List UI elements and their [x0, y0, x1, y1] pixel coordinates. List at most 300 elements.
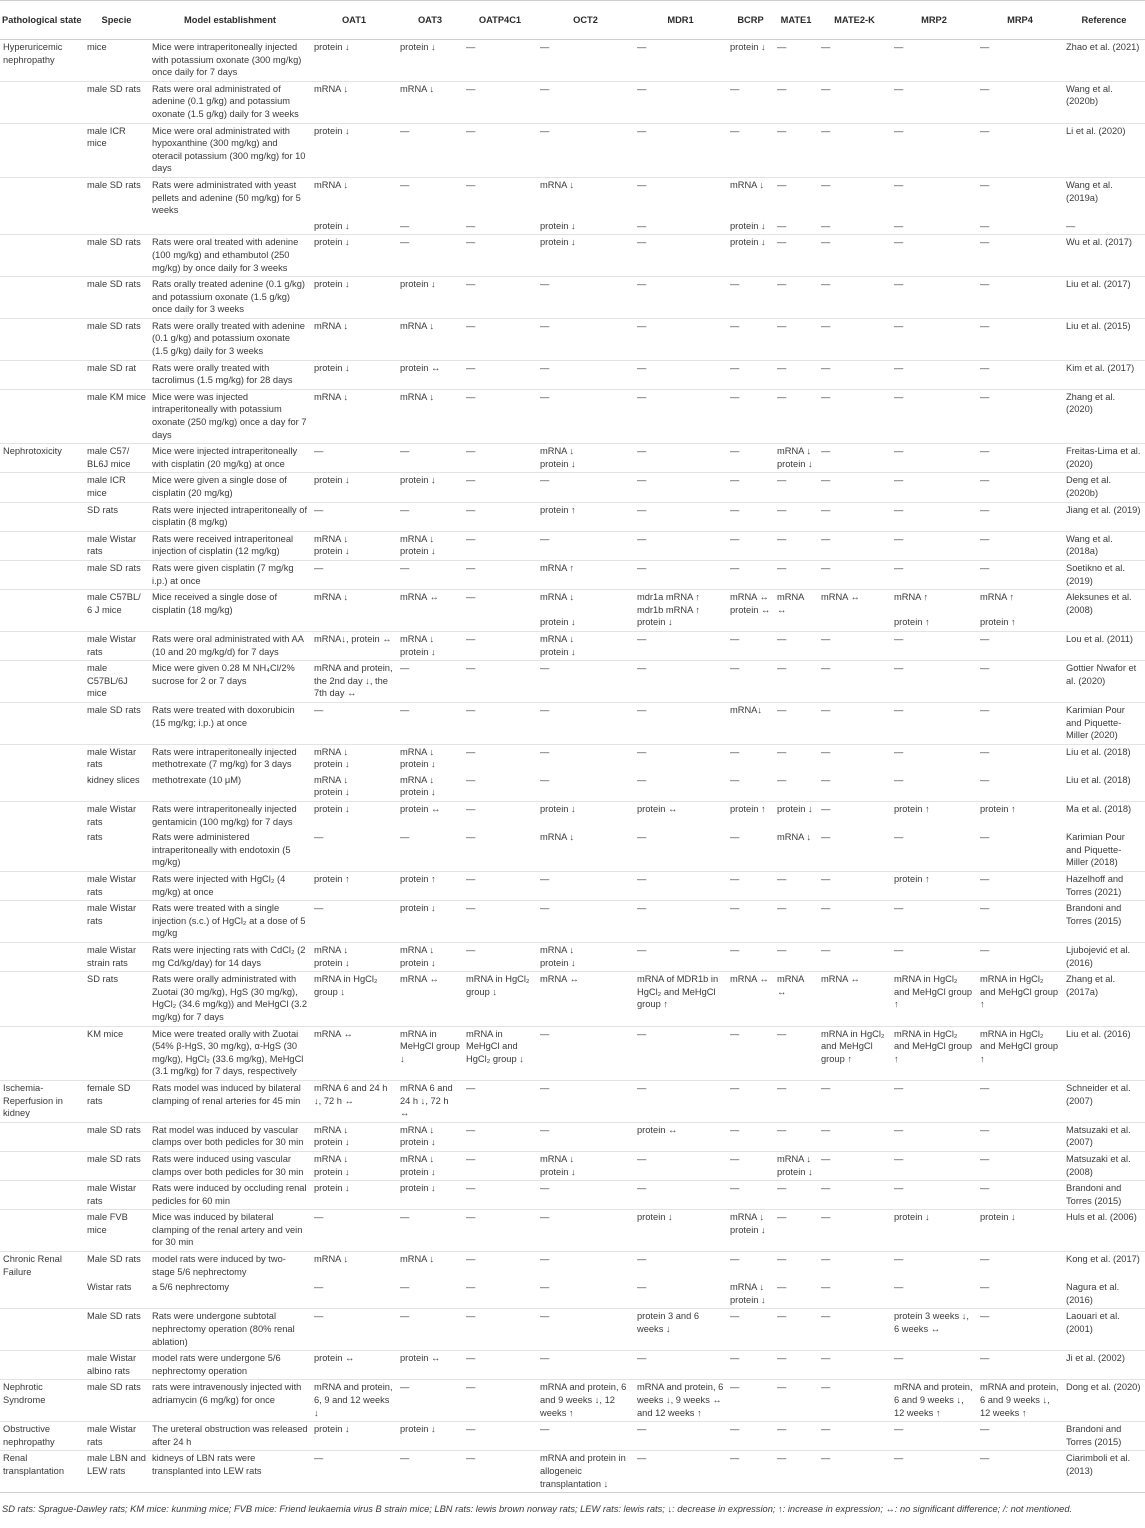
table-row [0, 40, 1145, 82]
cell-state [0, 1280, 84, 1309]
cell-ref: Liu et al. (2018) [1066, 774, 1131, 785]
cell-oat3: — [397, 1210, 463, 1252]
cell-oatp4c1: — [463, 1252, 537, 1281]
cell-oatp4c1: — [463, 318, 537, 360]
cell-model: Rats were induced using vascular clamps over both pedicles for 30 min [149, 1151, 311, 1180]
table-row [0, 560, 1145, 589]
table-row [0, 830, 1145, 871]
cell-mrp2: — [891, 1151, 977, 1180]
cell-mate2k: — [818, 1451, 891, 1493]
cell-model: Rats were induced by occluding renal pedicles for 60 min [149, 1181, 311, 1210]
cell-oat1: protein ↓ [314, 220, 350, 231]
cell-oat1: protein ↓ [311, 277, 397, 319]
cell-oat3: mRNA ↓ protein ↓ [397, 1151, 463, 1180]
cell-mate1: — [774, 1351, 818, 1380]
cell-bcrp: mRNA↓ [727, 702, 774, 744]
cell-mrp2: — [891, 631, 977, 660]
cell-oat1: — [311, 1309, 397, 1351]
cell-mate1: — [774, 389, 818, 443]
cell-oatp4c1: — [463, 360, 537, 389]
cell-mate1: — [777, 774, 787, 785]
cell-oat1: mRNA ↓ protein ↓ [311, 531, 397, 560]
table-row [0, 972, 1145, 1026]
cell-oct2: mRNA ↓ protein ↓ [537, 631, 634, 660]
cell-mate1: mRNA ↓ [777, 832, 812, 843]
cell-state [0, 1181, 84, 1210]
cell-mrp2: — [891, 661, 977, 703]
cell-oat1: — [311, 444, 397, 473]
cell-ref: Zhang et al. (2020) [1063, 389, 1145, 443]
cell-oat3: mRNA in MeHgCl group ↓ [397, 1026, 463, 1080]
cell-bcrp: — [727, 1422, 774, 1451]
cell-oat1: mRNA ↓ [311, 590, 397, 632]
cell-oat3: — [397, 702, 463, 744]
cell-specie: male Wistar rats [84, 901, 149, 943]
cell-state [0, 1026, 84, 1080]
cell-oatp4c1: — [463, 702, 537, 744]
cell-oat1: protein ↓ [311, 802, 397, 831]
cell-oat1: mRNA ↓ protein ↓ [314, 774, 350, 798]
cell-model: Rats were orally administrated with Zuotai (30 mg/kg), HgS (30 mg/kg), HgCl₂ (34.6 mg/kg)) and MeHgCl (3.2 mg/kg) for 7 days [149, 972, 311, 1026]
cell-oat3: — [397, 123, 463, 177]
cell-model: Rats orally treated adenine (0.1 g/kg) and potassium oxonate (1.5 g/kg) once daily for 3 weeks [149, 277, 311, 319]
cell-mrp2: — [894, 832, 904, 843]
cell-oat1: mRNA ↓ [311, 318, 397, 360]
cell-oat1: — [311, 502, 397, 531]
cell-model: Rats were orally treated with tacrolimus (1.5 mg/kg) for 28 days [149, 360, 311, 389]
cell-mrp4: mRNA in HgCl₂ and MeHgCl group ↑ [977, 1026, 1063, 1080]
cell-specie: male SD rats [84, 702, 149, 744]
cell-oatp4c1: — [466, 220, 476, 231]
cell-model: Rats were undergone subtotal nephrectomy operation (80% renal ablation) [149, 1309, 311, 1351]
cell-oat3: — [397, 661, 463, 703]
cell-mdr1: — [634, 560, 727, 589]
cell-model: Rats were oral treated with adenine (100 mg/kg) and ethambutol (250 mg/kg) by once daily for 3 weeks [149, 235, 311, 277]
cell-specie: male SD rats [84, 1151, 149, 1180]
cell-specie: male Wistar rats [84, 631, 149, 660]
cell-oct2: mRNA ↓ protein ↓ [537, 590, 634, 632]
cell-oatp4c1: mRNA in HgCl₂ group ↓ [463, 972, 537, 1026]
cell-state [0, 744, 84, 773]
cell-oatp4c1: — [463, 235, 537, 277]
cell-oat3: protein ↓ [397, 1181, 463, 1210]
cell-model: Rats were intraperitoneally injected methotrexate (7 mg/kg) for 3 days [149, 744, 311, 773]
cell-oatp4c1: — [463, 444, 537, 473]
cell-bcrp: mRNA ↓ protein ↓ [730, 1282, 766, 1305]
cell-ref: Ma et al. (2018) [1063, 802, 1145, 831]
cell-mrp2: — [891, 1422, 977, 1451]
cell-state [0, 702, 84, 744]
cell-specie: male KM mice [84, 389, 149, 443]
cell-mdr1: — [634, 318, 727, 360]
cell-mrp4: — [977, 872, 1063, 901]
table-row [0, 531, 1145, 560]
cell-oat3: — [400, 832, 410, 843]
cell-mrp4: — [977, 360, 1063, 389]
cell-oat1: protein ↓ [311, 123, 397, 177]
cell-mrp4: — [977, 631, 1063, 660]
cell-bcrp: — [727, 1351, 774, 1380]
table-row [0, 744, 1145, 773]
cell-ref: Karimian Pour and Piquette-Miller (2020) [1063, 702, 1145, 744]
cell-oatp4c1: — [463, 1309, 537, 1351]
cell-mate2k: — [818, 1210, 891, 1252]
table-row [0, 1309, 1145, 1351]
cell-mdr1: — [634, 1422, 727, 1451]
cell-mate2k: — [818, 389, 891, 443]
cell-oct2: — [537, 1026, 634, 1080]
cell-bcrp: — [727, 123, 774, 177]
cell-model: Mice were injected intraperitoneally with cisplatin (20 mg/kg) at once [149, 444, 311, 473]
cell-oct2: — [537, 1181, 634, 1210]
cell-mate1: — [774, 235, 818, 277]
cell-ref: Huls et al. (2006) [1063, 1210, 1145, 1252]
cell-oat1: — [311, 1451, 397, 1493]
cell-state: Ischemia-Reperfusion in kidney [0, 1080, 84, 1122]
cell-oct2: — [537, 531, 634, 560]
cell-specie: male Wistar rats [84, 1422, 149, 1451]
col-header: OAT3 [397, 1, 463, 40]
cell-mate2k: mRNA ↔ [818, 590, 891, 632]
cell-mrp2: mRNA in HgCl₂ and MeHgCl group ↑ [891, 972, 977, 1026]
cell-oatp4c1: — [463, 531, 537, 560]
cell-oat1: mRNA ↓ [311, 389, 397, 443]
cell-model: Mice were treated orally with Zuotai (54% β-HgS, 30 mg/kg), α-HgS (30 mg/kg), HgCl₂ (33.6 mg/kg), MeHgCl (3.1 mg/kg) for 7 days, respectively [149, 1026, 311, 1080]
cell-oat1: mRNA ↔ [311, 1026, 397, 1080]
cell-state [0, 901, 84, 943]
cell-ref: Schneider et al. (2007) [1063, 1080, 1145, 1122]
cell-mdr1: — [634, 1080, 727, 1122]
cell-bcrp: mRNA ↓ protein ↓ [727, 1210, 774, 1252]
cell-mrp4: — [977, 1122, 1063, 1151]
cell-bcrp: — [730, 832, 740, 843]
col-header: Specie [84, 1, 149, 40]
table-row [0, 277, 1145, 319]
cell-mate2k: — [818, 943, 891, 972]
cell-mate2k: — [818, 802, 891, 831]
cell-specie: male ICR mice [84, 123, 149, 177]
table-row [0, 590, 1145, 632]
cell-ref: Zhang et al. (2017a) [1063, 972, 1145, 1026]
cell-model: Mice were intraperitoneally injected with potassium oxonate (300 mg/kg) once daily for 7 days [152, 42, 302, 78]
cell-mate2k: — [818, 702, 891, 744]
cell-oatp4c1: — [466, 832, 476, 843]
cell-mate2k: — [818, 360, 891, 389]
cell-ref: Wang et al. (2020b) [1063, 81, 1145, 123]
cell-bcrp: — [727, 318, 774, 360]
cell-mate2k: — [818, 661, 891, 703]
cell-oct2: — [537, 277, 634, 319]
cell-oat1: mRNA 6 and 24 h ↓, 72 h ↔ [311, 1080, 397, 1122]
cell-ref: Freitas-Lima et al. (2020) [1063, 444, 1145, 473]
cell-mrp4: mRNA ↑ protein ↑ [977, 590, 1063, 632]
cell-mdr1: mdr1a mRNA ↑ mdr1b mRNA ↑ protein ↓ [634, 590, 727, 632]
cell-state: Nephrotic Syndrome [0, 1380, 84, 1422]
cell-ref: Kong et al. (2017) [1063, 1252, 1145, 1281]
cell-state [0, 277, 84, 319]
cell-oat1: mRNA ↓ protein ↓ [311, 1122, 397, 1151]
cell-mdr1: — [634, 360, 727, 389]
cell-mrp4: — [977, 1080, 1063, 1122]
cell-oat3: protein ↔ [397, 802, 463, 831]
cell-oatp4c1: — [463, 901, 537, 943]
cell-mate2k: — [818, 1422, 891, 1451]
cell-mate1: — [774, 631, 818, 660]
cell-mate1: — [774, 560, 818, 589]
cell-mrp4: — [980, 220, 990, 231]
cell-mate1: — [774, 1451, 818, 1493]
cell-bcrp: — [727, 1151, 774, 1180]
cell-model: Mice were oral administrated with hypoxanthine (300 mg/kg) and oteracil potassium (300 mg/kg) for 10 days [149, 123, 311, 177]
table-row [0, 502, 1145, 531]
cell-mrp2: — [891, 1122, 977, 1151]
cell-mate1: — [777, 1282, 787, 1293]
cell-ref: Deng et al. (2020b) [1063, 473, 1145, 502]
cell-mate2k: — [818, 1122, 891, 1151]
cell-mate2k: — [818, 1080, 891, 1122]
cell-model: Rats were oral administrated of adenine (0.1 g/kg) and potassium oxonate (1.5 g/kg) daily for 3 weeks [149, 81, 311, 123]
cell-state [0, 81, 84, 123]
cell-mdr1: — [634, 872, 727, 901]
cell-oct2: mRNA ↓ protein ↓ [537, 943, 634, 972]
cell-oatp4c1: — [463, 1080, 537, 1122]
cell-state [0, 177, 84, 218]
cell-ref: Liu et al. (2015) [1063, 318, 1145, 360]
cell-oat1: protein ↑ [311, 872, 397, 901]
cell-oatp4c1: — [463, 1422, 537, 1451]
cell-bcrp: protein ↓ [730, 220, 766, 231]
cell-oatp4c1: — [463, 177, 537, 218]
cell-bcrp: — [727, 661, 774, 703]
cell-specie: SD rats [84, 502, 149, 531]
cell-mrp4: protein ↑ [977, 802, 1063, 831]
cell-oatp4c1: — [463, 123, 537, 177]
col-header: BCRP [727, 1, 774, 40]
cell-mate1: — [774, 1181, 818, 1210]
cell-mdr1: — [634, 177, 727, 218]
cell-mate1: mRNA ↔ [774, 972, 818, 1026]
cell-mate2k: — [818, 177, 891, 218]
cell-oat1: mRNA ↓ protein ↓ [311, 943, 397, 972]
col-header: MRP2 [891, 1, 977, 40]
cell-mdr1: — [634, 744, 727, 773]
cell-bcrp: — [727, 631, 774, 660]
cell-mate1: — [774, 502, 818, 531]
cell-mrp4: — [977, 560, 1063, 589]
cell-specie: male ICR mice [84, 473, 149, 502]
cell-ref: Liu et al. (2017) [1063, 277, 1145, 319]
cell-mdr1: — [634, 123, 727, 177]
cell-mate1: — [774, 1210, 818, 1252]
cell-state [0, 235, 84, 277]
cell-state [0, 661, 84, 703]
cell-specie: male C57/ BL6J mice [84, 444, 149, 473]
cell-oatp4c1: — [466, 1282, 476, 1293]
cell-mate2k: — [821, 774, 831, 785]
cell-oat1: protein ↓ [311, 1181, 397, 1210]
cell-mrp2: protein ↑ [891, 872, 977, 901]
cell-mdr1: — [634, 277, 727, 319]
cell-mdr1: — [634, 943, 727, 972]
table-row [0, 1080, 1145, 1122]
cell-mate2k: — [818, 872, 891, 901]
cell-mdr1: — [637, 1282, 647, 1293]
cell-oct2: protein ↓ [537, 235, 634, 277]
col-header: MATE1 [774, 1, 818, 40]
cell-oat3: mRNA ↓ [397, 389, 463, 443]
table-row [0, 901, 1145, 943]
cell-mate1: — [774, 901, 818, 943]
cell-state [0, 123, 84, 177]
cell-oatp4c1: — [463, 1380, 537, 1422]
cell-mdr1: — [634, 1181, 727, 1210]
cell-oatp4c1: — [463, 389, 537, 443]
cell-mrp2: — [891, 1252, 977, 1281]
cell-mrp4: — [980, 774, 990, 785]
col-header: Model establishment [149, 1, 311, 40]
cell-ref: Liu et al. (2016) [1063, 1026, 1145, 1080]
cell-mate2k: — [821, 220, 831, 231]
cell-oat1: protein ↓ [311, 473, 397, 502]
cell-specie: male Wistar albino rats [84, 1351, 149, 1380]
cell-bcrp: — [727, 473, 774, 502]
cell-model: model rats were undergone 5/6 nephrectomy operation [149, 1351, 311, 1380]
cell-mate1: — [774, 360, 818, 389]
cell-ref: Laouari et al. (2001) [1063, 1309, 1145, 1351]
cell-bcrp: — [730, 774, 740, 785]
cell-state [0, 531, 84, 560]
cell-specie: male SD rats [84, 81, 149, 123]
cell-mdr1: — [634, 531, 727, 560]
cell-specie: male SD rat [84, 360, 149, 389]
cell-oct2: — [537, 872, 634, 901]
cell-ref: Ji et al. (2002) [1063, 1351, 1145, 1380]
cell-model: kidneys of LBN rats were transplanted into LEW rats [149, 1451, 311, 1493]
cell-model: Rats were oral administrated with AA (10 and 20 mg/kg/d) for 7 days [149, 631, 311, 660]
table-row [0, 1451, 1145, 1493]
cell-oat3: — [397, 502, 463, 531]
cell-specie: male SD rats [84, 318, 149, 360]
table-row [0, 389, 1145, 443]
header-row [0, 1, 1145, 40]
cell-mdr1: — [634, 502, 727, 531]
cell-oct2: mRNA and protein in allogeneic transplantation ↓ [537, 1451, 634, 1493]
cell-bcrp: — [727, 277, 774, 319]
table-row [0, 177, 1145, 218]
cell-mrp4: — [977, 1181, 1063, 1210]
cell-mrp4: — [977, 901, 1063, 943]
cell-mate1: — [774, 81, 818, 123]
cell-mrp4: — [977, 389, 1063, 443]
cell-mrp2: mRNA and protein, 6 and 9 weeks ↓, 12 weeks ↑ [891, 1380, 977, 1422]
cell-mrp2: — [891, 81, 977, 123]
cell-model: Rats were given cisplatin (7 mg/kg i.p.) at once [149, 560, 311, 589]
cell-oct2: — [537, 901, 634, 943]
cell-oat3: protein ↓ [397, 473, 463, 502]
cell-model: Rats were received intraperitoneal injection of cisplatin (12 mg/kg) [149, 531, 311, 560]
cell-mrp4: — [977, 1252, 1063, 1281]
cell-state [0, 972, 84, 1026]
cell-specie: male C57BL/ 6 J mice [84, 590, 149, 632]
cell-state [0, 631, 84, 660]
cell-oatp4c1: — [463, 590, 537, 632]
cell-model: rats were intravenously injected with adriamycin (6 mg/kg) for once [149, 1380, 311, 1422]
cell-oct2: — [540, 774, 550, 785]
cell-specie: male SD rats [84, 235, 149, 277]
cell-bcrp: — [727, 444, 774, 473]
cell-mate2k: mRNA in HgCl₂ and MeHgCl group ↑ [818, 1026, 891, 1080]
col-header: OATP4C1 [463, 1, 537, 40]
cell-mate1: — [774, 1122, 818, 1151]
cell-model: Rats were injected with HgCl₂ (4 mg/kg) at once [149, 872, 311, 901]
cell-mrp2: — [891, 702, 977, 744]
cell-mrp2: protein ↓ [891, 1210, 977, 1252]
cell-mate1: — [777, 220, 787, 231]
cell-oat1: mRNA ↓ protein ↓ [311, 1151, 397, 1180]
cell-bcrp: — [727, 560, 774, 589]
cell-oat3: — [400, 220, 410, 231]
table-row [0, 81, 1145, 123]
cell-ref: Karimian Pour and Piquette-Miller (2018) [1066, 832, 1125, 868]
cell-oatp4c1: — [463, 560, 537, 589]
cell-model: Rats were injected intraperitoneally of cisplatin (8 mg/kg) [149, 502, 311, 531]
cell-mate1: — [774, 123, 818, 177]
cell-ref: Ciarimboli et al. (2013) [1063, 1451, 1145, 1493]
cell-model: Rats were treated with doxorubicin (15 mg/kg; i.p.) at once [149, 702, 311, 744]
cell-bcrp: — [727, 81, 774, 123]
cell-oct2: — [537, 473, 634, 502]
cell-state [0, 360, 84, 389]
cell-bcrp: — [727, 531, 774, 560]
table-row [0, 1422, 1145, 1451]
cell-oat3: — [397, 1451, 463, 1493]
cell-mdr1: — [637, 42, 647, 52]
table-row [0, 1026, 1145, 1080]
cell-bcrp: protein ↓ [727, 235, 774, 277]
cell-oat3: protein ↑ [397, 872, 463, 901]
col-header: MDR1 [634, 1, 727, 40]
cell-oat1: — [311, 560, 397, 589]
cell-mrp2: — [894, 1282, 904, 1293]
cell-oatp4c1: — [463, 744, 537, 773]
cell-bcrp: mRNA ↔ protein ↔ [727, 590, 774, 632]
cell-ref: Liu et al. (2018) [1063, 744, 1145, 773]
cell-model: Mice was induced by bilateral clamping of the renal artery and vein for 30 min [149, 1210, 311, 1252]
cell-specie: Male SD rats [84, 1309, 149, 1351]
cell-specie: male C57BL/6J mice [84, 661, 149, 703]
cell-oat3: mRNA ↓ protein ↓ [397, 943, 463, 972]
cell-mrp4: — [977, 744, 1063, 773]
cell-bcrp: — [727, 901, 774, 943]
cell-mate2k: — [818, 473, 891, 502]
cell-oct2: — [537, 1351, 634, 1380]
cell-ref: Hazelhoff and Torres (2021) [1063, 872, 1145, 901]
cell-mrp2: — [891, 901, 977, 943]
cell-mdr1: — [637, 220, 647, 231]
cell-mrp2: — [891, 318, 977, 360]
cell-oat3: — [397, 560, 463, 589]
cell-mrp2: — [891, 744, 977, 773]
cell-mdr1: — [634, 1151, 727, 1180]
col-header: MRP4 [977, 1, 1063, 40]
cell-mdr1: mRNA of MDR1b in HgCl₂ and MeHgCl group ↑ [634, 972, 727, 1026]
cell-mate2k: — [818, 1351, 891, 1380]
cell-specie: SD rats [84, 972, 149, 1026]
cell-mate2k: — [821, 832, 831, 843]
cell-oct2: mRNA ↓ [540, 832, 575, 843]
cell-mate2k: — [818, 1151, 891, 1180]
cell-oat1: protein ↓ [311, 1422, 397, 1451]
